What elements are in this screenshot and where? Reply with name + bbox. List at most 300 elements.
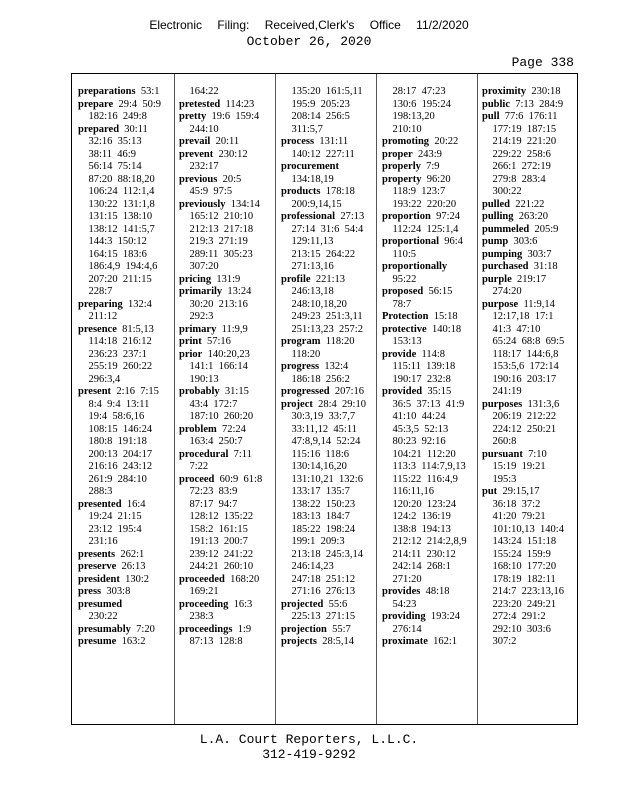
- index-continuation: [382, 524, 483, 537]
- index-refs: 214:11 230:12: [392, 548, 456, 560]
- index-entry: [482, 449, 583, 462]
- index-continuation: [78, 236, 179, 249]
- index-continuation: [382, 224, 483, 237]
- index-refs: 36:5 37:13 41:9: [392, 398, 465, 410]
- index-entry: [78, 86, 179, 99]
- index-entry: [482, 249, 583, 262]
- index-entry: [281, 136, 382, 149]
- index-refs: 162:1: [433, 636, 458, 647]
- index-refs: 114:23: [225, 98, 255, 110]
- index-continuation: [281, 374, 382, 387]
- index-term: proposed: [382, 286, 424, 297]
- index-entry: [78, 549, 179, 562]
- index-continuation: [482, 586, 583, 599]
- index-refs: 165:12 210:10: [189, 211, 254, 222]
- index-refs: 307:2: [492, 636, 517, 647]
- electronic-filing-stamp: [0, 19, 618, 32]
- index-refs: 236:23 237:1: [88, 348, 147, 360]
- index-refs: 177:19 187:15: [492, 123, 557, 135]
- index-entry: [179, 599, 280, 612]
- index-refs: 276:14: [392, 623, 422, 635]
- index-refs: 271:16 276:13: [291, 586, 356, 597]
- index-continuation: [382, 86, 483, 99]
- index-continuation: [179, 511, 280, 524]
- index-refs: 186:18 256:2: [291, 373, 350, 385]
- index-refs: 307:20: [189, 261, 219, 272]
- index-term: press: [78, 586, 102, 597]
- index-entry: [382, 286, 483, 299]
- index-entry: [482, 299, 583, 312]
- index-entry: [382, 324, 483, 337]
- index-refs: 134:14: [230, 198, 260, 210]
- index-refs: 135:20 161:5,11: [291, 86, 363, 97]
- index-continuation: [179, 299, 280, 312]
- index-refs: 32:16 35:13: [88, 136, 142, 147]
- index-refs: 16:3: [233, 598, 253, 610]
- index-term: providing: [382, 611, 426, 622]
- index-continuation: [179, 224, 280, 237]
- index-refs: 224:12 250:21: [492, 423, 557, 435]
- index-continuation: [281, 511, 382, 524]
- index-term: pump: [482, 236, 509, 247]
- index-continuation: [78, 436, 179, 449]
- index-continuation: [281, 149, 382, 162]
- index-continuation: [382, 99, 483, 112]
- index-term: presence: [78, 323, 117, 335]
- index-entry: [179, 286, 280, 299]
- index-continuation: [179, 636, 280, 649]
- index-continuation: [281, 224, 382, 237]
- index-continuation: [482, 161, 583, 174]
- index-refs: 178:18: [325, 186, 355, 197]
- index-term: presents: [78, 548, 116, 560]
- index-continuation: [382, 186, 483, 199]
- index-continuation: [179, 361, 280, 374]
- index-continuation: [281, 474, 382, 487]
- index-term: property: [382, 173, 422, 185]
- index-refs: 55:7: [332, 623, 351, 635]
- index-entry: [78, 574, 179, 587]
- index-continuation: [179, 524, 280, 537]
- index-entry: [482, 224, 583, 237]
- index-continuation: [382, 599, 483, 612]
- filing-word-4: Office: [369, 18, 401, 32]
- index-entry: [482, 199, 583, 212]
- index-term: proceeding: [179, 598, 229, 610]
- index-continuation: [78, 149, 179, 162]
- index-continuation: [482, 611, 583, 624]
- index-term: protective: [382, 323, 427, 335]
- index-continuation: [382, 461, 483, 474]
- index-refs: 134:18,19: [291, 173, 334, 185]
- index-term: pumping: [482, 248, 523, 260]
- index-entry: [281, 274, 382, 287]
- index-term: projection: [281, 623, 327, 635]
- index-refs: 131:3,6: [527, 398, 560, 410]
- index-refs: 153:5,6 172:14: [492, 361, 559, 372]
- index-term: projected: [281, 598, 324, 610]
- index-continuation: [281, 311, 382, 324]
- index-refs: 229:22 258:6: [492, 148, 551, 160]
- index-refs: 87:13 128:8: [189, 636, 243, 647]
- index-continuation: [382, 511, 483, 524]
- index-refs: 97:24: [436, 211, 460, 222]
- index-refs: 28:17 47:23: [392, 86, 446, 97]
- index-term: procurement: [281, 161, 339, 172]
- index-continuation: [78, 349, 179, 362]
- index-continuation: [179, 374, 280, 387]
- index-term: prevail: [179, 136, 211, 147]
- index-continuation: [482, 474, 583, 487]
- index-refs: 115:16 118:6: [291, 448, 350, 460]
- index-continuation: [482, 574, 583, 587]
- index-continuation: [179, 86, 280, 99]
- index-term: proximate: [382, 636, 428, 647]
- index-refs: 60:9 61:8: [219, 473, 263, 485]
- index-continuation: [78, 486, 179, 499]
- index-refs: 30:20 213:16: [189, 298, 248, 310]
- index-refs: 266:1 272:19: [492, 161, 551, 172]
- index-entry: [281, 361, 382, 374]
- index-continuation: [281, 286, 382, 299]
- index-refs: 296:3,4: [88, 373, 121, 385]
- index-continuation: [382, 561, 483, 574]
- index-continuation: [78, 374, 179, 387]
- index-entry: [78, 624, 179, 637]
- index-continuation: [482, 549, 583, 562]
- index-refs: 104:21 112:20: [392, 448, 456, 460]
- index-entry: [78, 599, 179, 612]
- index-continuation: [482, 324, 583, 337]
- index-refs: 95:22: [392, 273, 417, 285]
- index-term: presented: [78, 498, 122, 510]
- index-entry: [281, 211, 382, 224]
- index-continuation: [382, 474, 483, 487]
- index-continuation: [78, 411, 179, 424]
- index-term: preserve: [78, 561, 117, 572]
- index-term: pretested: [179, 98, 221, 110]
- filing-word-2: Filing:: [217, 18, 250, 32]
- index-refs: 87:20 88:18,20: [88, 173, 155, 185]
- index-continuation: [482, 461, 583, 474]
- index-refs: 11:9,14: [523, 298, 555, 310]
- index-refs: 262:1: [120, 548, 145, 560]
- index-refs: 244:21 260:10: [189, 561, 254, 572]
- index-entry: [179, 149, 280, 162]
- index-term: prior: [179, 348, 203, 360]
- index-term: proceedings: [179, 623, 233, 635]
- index-refs: 20:22: [434, 136, 459, 147]
- index-refs: 178:19 182:11: [492, 573, 556, 585]
- index-refs: 261:9 284:10: [88, 473, 147, 485]
- index-continuation: [179, 549, 280, 562]
- index-refs: 133:17 135:7: [291, 486, 350, 497]
- index-term: proportionally: [382, 261, 448, 272]
- index-entry: [382, 311, 483, 324]
- index-term: pulling: [482, 211, 514, 222]
- index-continuation: [78, 424, 179, 437]
- index-refs: 292:10 303:6: [492, 623, 551, 635]
- index-refs: 41:10 44:24: [392, 411, 446, 422]
- index-column-5: [482, 86, 583, 712]
- index-term: problem: [179, 423, 217, 435]
- index-entry: [179, 574, 280, 587]
- index-continuation: [281, 411, 382, 424]
- index-refs: 118:9 123:7: [392, 186, 446, 197]
- index-term: preparing: [78, 298, 123, 310]
- index-refs: 214:19 221:20: [492, 136, 557, 147]
- index-continuation: [78, 174, 179, 187]
- index-refs: 41:20 79:21: [492, 511, 546, 522]
- index-refs: 183:13 184:7: [291, 511, 350, 522]
- index-entry: [78, 324, 179, 337]
- index-entry: [78, 636, 179, 649]
- index-refs: 106:24 112:1,4: [88, 186, 155, 197]
- index-refs: 288:3: [88, 486, 113, 497]
- index-continuation: [179, 486, 280, 499]
- index-entry: [382, 236, 483, 249]
- index-term: presumably: [78, 623, 131, 635]
- index-entry: [482, 261, 583, 274]
- index-refs: 29:15,17: [502, 486, 540, 497]
- index-refs: 187:10 260:20: [189, 411, 254, 422]
- index-refs: 182:16 249:8: [88, 111, 147, 122]
- index-refs: 230:22: [88, 611, 118, 622]
- index-term: pretty: [179, 111, 207, 122]
- index-term: projects: [281, 636, 317, 647]
- index-refs: 96:4: [444, 236, 463, 247]
- index-entry: [382, 136, 483, 149]
- index-refs: 118:17 144:6,8: [492, 348, 559, 360]
- index-continuation: [78, 199, 179, 212]
- index-refs: 11:9,9: [221, 323, 248, 335]
- index-refs: 108:15 146:24: [88, 423, 153, 435]
- index-continuation: [78, 311, 179, 324]
- index-term: progressed: [281, 386, 330, 397]
- index-term: process: [281, 136, 315, 147]
- index-refs: 7:22: [189, 461, 209, 472]
- index-refs: 200:13 204:17: [88, 448, 153, 460]
- index-term: purposes: [482, 398, 523, 410]
- index-entry: [78, 99, 179, 112]
- index-entry: [382, 149, 483, 162]
- index-refs: 131:15 138:10: [88, 211, 153, 222]
- index-refs: 30:11: [124, 123, 148, 135]
- index-continuation: [78, 536, 179, 549]
- index-refs: 19:4 58:6,16: [88, 411, 145, 422]
- index-refs: 168:10 177:20: [492, 561, 557, 572]
- index-refs: 129:11,13: [291, 236, 334, 247]
- index-refs: 35:15: [427, 386, 452, 397]
- index-term: proceed: [179, 473, 215, 485]
- index-continuation: [78, 524, 179, 537]
- index-refs: 140:18: [431, 323, 462, 335]
- index-continuation: [281, 536, 382, 549]
- index-continuation: [78, 111, 179, 124]
- index-refs: 300:22: [492, 186, 522, 197]
- index-term: products: [281, 186, 321, 197]
- index-refs: 141:1 166:14: [189, 361, 248, 372]
- index-continuation: [78, 611, 179, 624]
- index-refs: 138:8 194:13: [392, 523, 451, 535]
- index-continuation: [179, 411, 280, 424]
- index-entry: [382, 174, 483, 187]
- index-refs: 223:20 249:21: [492, 598, 557, 610]
- index-refs: 158:2 161:15: [189, 523, 248, 535]
- index-continuation: [382, 411, 483, 424]
- index-term: pummeled: [482, 223, 530, 235]
- index-refs: 7:11: [233, 448, 252, 460]
- index-entry: [179, 199, 280, 212]
- index-entry: [78, 299, 179, 312]
- index-refs: 115:22 116:4,9: [392, 473, 458, 485]
- index-refs: 210:10: [392, 123, 422, 135]
- index-continuation: [281, 299, 382, 312]
- index-refs: 87:17 94:7: [189, 498, 238, 510]
- index-term: proportional: [382, 236, 439, 247]
- index-refs: 30:3,19 33:7,7: [291, 411, 356, 422]
- index-refs: 247:18 251:12: [291, 573, 356, 585]
- index-continuation: [281, 524, 382, 537]
- index-refs: 140:12 227:11: [291, 148, 355, 160]
- index-continuation: [482, 624, 583, 637]
- index-continuation: [382, 111, 483, 124]
- index-term: provided: [382, 386, 423, 397]
- index-term: put: [482, 486, 498, 497]
- index-entry: [179, 174, 280, 187]
- index-refs: 211:12: [88, 311, 118, 322]
- index-refs: 225:13 271:15: [291, 611, 356, 622]
- index-refs: 230:12: [218, 148, 248, 160]
- index-refs: 244:10: [189, 123, 219, 135]
- index-entry: [382, 636, 483, 649]
- index-continuation: [179, 236, 280, 249]
- index-entry: [482, 274, 583, 287]
- index-continuation: [482, 511, 583, 524]
- index-term: prepared: [78, 123, 120, 135]
- index-entry: [482, 399, 583, 412]
- index-continuation: [482, 561, 583, 574]
- index-refs: 303:6: [513, 236, 538, 247]
- index-refs: 153:13: [392, 336, 422, 347]
- index-term: proximity: [482, 86, 527, 97]
- index-refs: 19:6 159:4: [211, 111, 260, 122]
- index-term: program: [281, 336, 321, 347]
- index-continuation: [482, 136, 583, 149]
- index-continuation: [281, 261, 382, 274]
- index-refs: 7:13 284:9: [515, 98, 564, 110]
- index-term: provides: [382, 586, 421, 597]
- index-entry: [281, 186, 382, 199]
- index-term: project: [281, 398, 313, 410]
- index-continuation: [382, 536, 483, 549]
- index-refs: 289:11 305:23: [189, 248, 253, 260]
- index-continuation: [281, 124, 382, 137]
- index-refs: 246:13,18: [291, 286, 334, 297]
- index-refs: 208:14 256:5: [291, 111, 350, 122]
- word-index-frame: [71, 73, 578, 725]
- index-continuation: [78, 224, 179, 237]
- index-continuation: [482, 124, 583, 137]
- index-refs: 27:14 31:6 54:4: [291, 223, 364, 235]
- index-refs: 29:4 50:9: [118, 98, 162, 110]
- index-refs: 2:16 7:15: [116, 386, 159, 397]
- index-refs: 72:23 83:9: [189, 486, 238, 497]
- index-refs: 242:14 268:1: [392, 561, 451, 572]
- index-term: presume: [78, 636, 117, 647]
- index-continuation: [179, 161, 280, 174]
- index-continuation: [179, 124, 280, 137]
- index-term: public: [482, 98, 511, 110]
- index-continuation: [179, 399, 280, 412]
- index-refs: 164:15 183:6: [88, 248, 147, 260]
- index-continuation: [281, 549, 382, 562]
- index-refs: 231:16: [88, 536, 118, 547]
- index-refs: 260:8: [492, 436, 517, 447]
- index-refs: 120:20 123:24: [392, 498, 457, 510]
- index-refs: 33:11,12 45:11: [291, 423, 357, 435]
- index-refs: 140:20,23: [207, 348, 250, 360]
- index-continuation: [382, 274, 483, 287]
- index-term: proper: [382, 148, 413, 160]
- index-entry: [382, 261, 483, 274]
- index-refs: 130:2: [125, 573, 149, 585]
- index-refs: 168:20: [230, 573, 260, 585]
- index-entry: [78, 386, 179, 399]
- index-refs: 96:20: [426, 173, 451, 185]
- index-entry: [482, 486, 583, 499]
- index-refs: 239:12 241:22: [189, 548, 254, 560]
- index-refs: 19:24 21:15: [88, 511, 142, 522]
- index-entry: [281, 336, 382, 349]
- index-continuation: [482, 599, 583, 612]
- index-refs: 41:3 47:10: [492, 323, 541, 335]
- index-continuation: [482, 174, 583, 187]
- index-entry: [78, 124, 179, 137]
- index-term: purchased: [482, 261, 529, 272]
- index-refs: 124:2 136:19: [392, 511, 451, 522]
- index-refs: 228:7: [88, 286, 113, 297]
- index-continuation: [78, 249, 179, 262]
- index-continuation: [281, 611, 382, 624]
- index-continuation: [382, 499, 483, 512]
- index-entry: [382, 586, 483, 599]
- index-continuation: [281, 249, 382, 262]
- index-continuation: [78, 286, 179, 299]
- index-continuation: [482, 286, 583, 299]
- index-continuation: [179, 499, 280, 512]
- index-continuation: [281, 86, 382, 99]
- index-refs: 118:20: [291, 348, 321, 360]
- index-continuation: [382, 124, 483, 137]
- index-refs: 199:1 209:3: [291, 536, 345, 547]
- index-continuation: [382, 486, 483, 499]
- index-continuation: [78, 461, 179, 474]
- index-refs: 230:18: [531, 86, 561, 97]
- index-term: provide: [382, 348, 417, 360]
- index-entry: [382, 349, 483, 362]
- filing-word-1: Electronic: [149, 18, 202, 32]
- index-continuation: [482, 436, 583, 449]
- index-continuation: [482, 636, 583, 649]
- index-refs: 130:14,16,20: [291, 461, 347, 472]
- index-continuation: [382, 574, 483, 587]
- index-entry: [179, 336, 280, 349]
- index-refs: 48:18: [425, 586, 450, 597]
- index-refs: 193:22 220:20: [392, 198, 457, 210]
- index-term: present: [78, 386, 112, 397]
- index-entry: [382, 161, 483, 174]
